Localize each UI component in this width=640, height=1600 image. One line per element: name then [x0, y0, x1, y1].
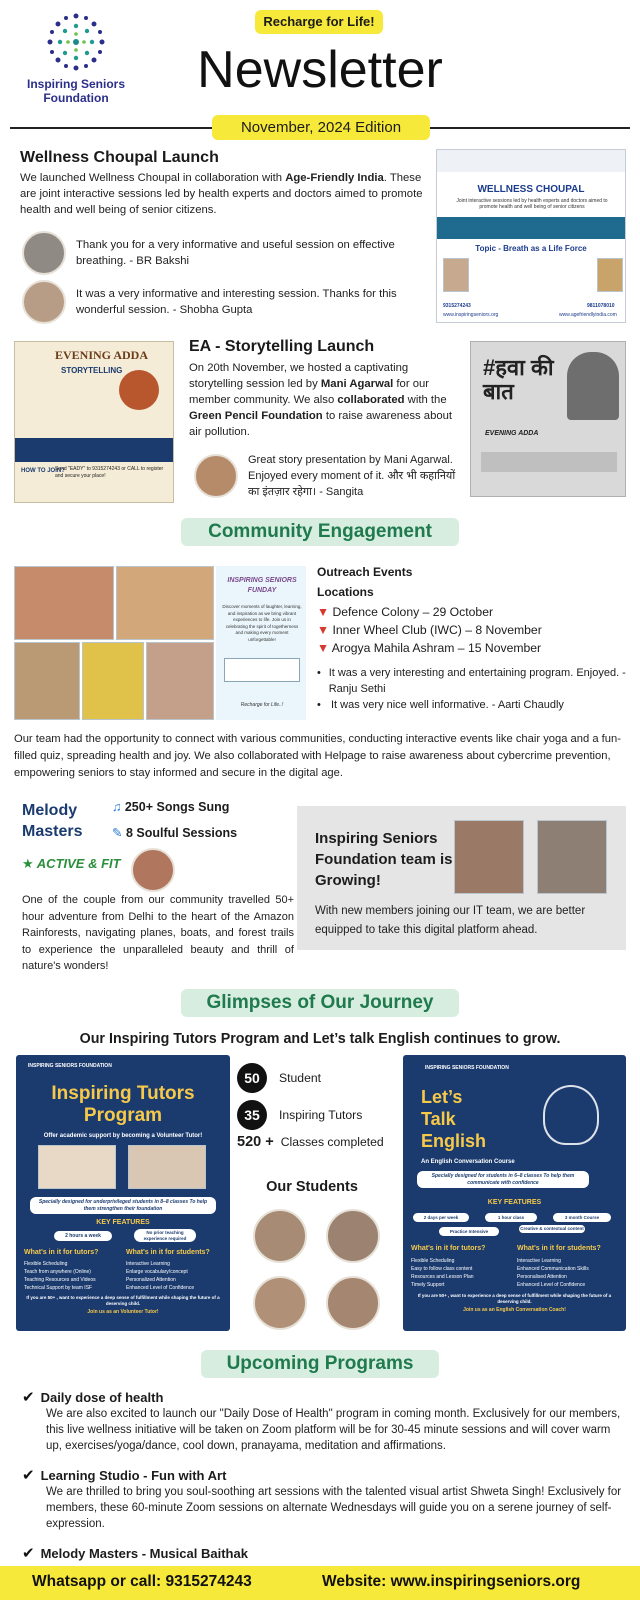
- tutors-student-item: Personalized Attention: [126, 1277, 176, 1283]
- avatar-shobha-gupta: [22, 280, 66, 324]
- funday-date-box: [224, 658, 300, 682]
- runner-icon: ★: [22, 856, 34, 871]
- upcoming-item-text: We are also excited to launch our "Daily Dose of Health" program in coming month. Exclusively for our members, this live wellness initiative will be taken on Zoom platform will be for 30-45 minute sessions and will cover warm up, exercises/yoga/dance, cool down, pranayama, meditation and affirmations.: [46, 1408, 621, 1452]
- journey-banner: Glimpses of Our Journey: [181, 989, 459, 1017]
- melody-stat-songs: [112, 800, 229, 814]
- team-text: With new members joining our IT team, we are better equipped to take this digital platform ahead.: [315, 905, 586, 936]
- poster-ea-cta: Send "EADY" to 9315274243 or CALL to register and secure your place!: [55, 466, 164, 479]
- funday-title: INSPIRING SENIORS FUNDAY: [227, 577, 297, 594]
- english-tag5: Creative & contextual content: [520, 1226, 584, 1231]
- english-item: Resources and Lesson Plan: [411, 1274, 474, 1280]
- poster-info-bar: [437, 217, 625, 239]
- tutors-title2: Program: [83, 1105, 163, 1126]
- poster-sub: Joint interactive sessions led by health experts and doctors aimed to promote health and well being of senior citizens: [456, 198, 608, 210]
- edition-badge: November, 2024 Edition: [212, 115, 430, 140]
- map-pin-icon: ▼: [317, 641, 330, 655]
- melody-logo-line2: Masters: [22, 823, 83, 840]
- upcoming-item-melody: [22, 1544, 628, 1562]
- stat-classes-label: Classes completed: [280, 1135, 384, 1149]
- stat-tutors: [237, 1100, 362, 1130]
- english-col1: What's in it for tutors?: [411, 1245, 486, 1252]
- team-card: [297, 806, 626, 950]
- stat-classes: [237, 1134, 384, 1150]
- tutors-item: Technical Support by team ISF: [24, 1285, 93, 1291]
- location-text: Arogya Mahila Ashram – 15 November: [331, 641, 542, 655]
- location-item: [317, 639, 627, 657]
- tutors-features: KEY FEATURES: [96, 1219, 150, 1226]
- tutors-footer: If you are 50+ , want to experience a deep sense of fulfillment while shaping the future of a deserving child.: [26, 1295, 220, 1306]
- tutors-student-item: Interactive Learning: [126, 1261, 170, 1267]
- poster-hindi-title: #हवा की बात: [483, 355, 554, 404]
- footer-contact[interactable]: Whatsapp or call: 9315274243: [32, 1573, 252, 1590]
- english-item: Easy to follow class content: [411, 1266, 473, 1272]
- org-name-line2: Foundation: [43, 91, 109, 105]
- wellness-intro: [20, 170, 432, 218]
- funday-photo-3: [14, 642, 80, 720]
- storytelling-paragraph: [189, 360, 461, 440]
- tutors-items-left: [24, 1260, 122, 1292]
- microphone-icon: ✎: [112, 826, 123, 840]
- location-text: Inner Wheel Club (IWC) – 8 November: [332, 623, 542, 637]
- english-tag3: 3 month Course: [553, 1213, 611, 1222]
- poster-girl-photo: [567, 352, 619, 420]
- poster-phone1: 9315274243: [443, 303, 471, 309]
- active-fit-text: ACTIVE & FIT: [36, 856, 121, 871]
- avatar-travel-couple: [131, 848, 175, 892]
- upcoming-item-header: [22, 1388, 628, 1406]
- music-note-icon: ♫: [112, 800, 122, 814]
- evening-adda-poster: [14, 341, 174, 503]
- tutors-join: Join us as an Volunteer Tutor!: [87, 1309, 159, 1315]
- quote-text: It was a very interesting and entertaining program. Enjoyed. - Ranju Sethi: [328, 667, 626, 695]
- our-students-title: Our Students: [266, 1179, 358, 1195]
- tutors-item: Flexible Scheduling: [24, 1261, 68, 1267]
- logo-mandala-icon: [28, 6, 124, 76]
- poster-info-strip: [481, 452, 617, 472]
- upcoming-item-title: Melody Masters - Musical Baithak: [40, 1545, 248, 1561]
- poster-topic: Topic - Breath as a Life Force: [475, 244, 587, 253]
- stat-tutors-label: Inspiring Tutors: [279, 1108, 363, 1122]
- poster-logo-strip: [437, 150, 625, 172]
- poster-ea-info: [15, 438, 173, 462]
- checkmark-icon: ✔: [22, 1389, 35, 1406]
- funday-text: Discover moments of laughter, learning, and inspiration as we bring vibrant experiences to life. Join us in celebrating the spirit of togetherness and making every moment unforgettable!: [222, 604, 302, 642]
- upcoming-item-header: [22, 1466, 628, 1484]
- tutors-title1: Inspiring Tutors: [51, 1083, 195, 1104]
- quote-text: It was very nice well informative. - Aarti Chaudly: [331, 699, 564, 711]
- active-fit-story: One of the couple from our community travelled 50+ hour adventure from Delhi to the heart of the Amazon Rainforests, navigating planes, boats, and forest trails to experience the unparalleled beauty and thrill of nature's wonders!: [22, 894, 294, 972]
- tutors-student-item: Enlarge vocabulary/concept: [126, 1269, 188, 1275]
- melody-logo-line1: Melody: [22, 802, 78, 819]
- tutors-col2: What's in it for students?: [126, 1249, 210, 1256]
- bullet-icon: •: [317, 699, 321, 711]
- storytelling-title: EA - Storytelling Launch: [189, 338, 375, 355]
- journey-subtitle: Our Inspiring Tutors Program and Let’s talk English continues to grow.: [79, 1031, 561, 1047]
- poster-phone2: 9811078010: [587, 303, 615, 309]
- map-pin-icon: ▼: [317, 605, 330, 619]
- tutors-tag2: No prior teaching experience required: [134, 1229, 196, 1242]
- english-bulb-icon: [543, 1085, 599, 1145]
- tutors-items-right: [126, 1260, 224, 1292]
- team-member-photo-2: [537, 820, 607, 894]
- english-item: Timely Support: [411, 1282, 445, 1288]
- tutors-student-item: Enhanced Level of Confidence: [126, 1285, 195, 1291]
- location-item: [317, 621, 627, 639]
- tutors-org: INSPIRING SENIORS FOUNDATION: [28, 1063, 112, 1069]
- story-bold-collab: collaborated: [337, 394, 405, 406]
- english-sub: An English Conversation Course: [421, 1159, 515, 1165]
- community-quotes: [317, 665, 627, 713]
- org-logo: [26, 6, 125, 105]
- english-banner: Specially designed for students in 6–8 classes To help them communicate with confidence: [417, 1171, 589, 1188]
- english-student-item: Interactive Learning: [517, 1258, 561, 1264]
- tutors-item: Teach from anywhere (Online): [24, 1269, 91, 1275]
- checkmark-icon: ✔: [22, 1545, 35, 1562]
- team-title: Inspiring Seniors Foundation team is Growing!: [315, 830, 453, 889]
- english-items-left: [411, 1257, 515, 1289]
- student-photo-4: [326, 1276, 380, 1330]
- funday-photo-1: [14, 566, 114, 640]
- quote-item: [317, 665, 627, 697]
- student-photo-3: [253, 1276, 307, 1330]
- poster-ea-heading: EVENING ADDA: [55, 348, 149, 362]
- english-student-item: Enhanced Level of Confidence: [517, 1282, 586, 1288]
- tutors-photo-2: [128, 1145, 206, 1189]
- poster-ea-label: EVENING ADDA: [485, 430, 539, 437]
- melody-stat-sessions: [112, 825, 237, 840]
- story-p2: for our member community. We also: [189, 378, 430, 406]
- student-photo-2: [326, 1209, 380, 1263]
- story-bold-gpf: Green Pencil Foundation: [189, 410, 323, 422]
- wellness-intro-end: . These are joint interactive sessions led by health experts and doctors aimed to promote health and well being of senior citizens.: [20, 172, 423, 216]
- location-text: Defence Colony – 29 October: [332, 605, 494, 619]
- english-footer: If you are 50+ , want to experience a deep sense of fulfillment while shaping the future of a deserving child.: [417, 1293, 612, 1304]
- hawa-ki-baat-poster: [470, 341, 626, 497]
- story-p1: On 20th November, we hosted a captivating storytelling session led by: [189, 362, 409, 390]
- poster-ea-sub: STORYTELLING: [61, 366, 123, 375]
- wellness-title: Wellness Choupal Launch: [20, 149, 219, 166]
- team-member-photo-1: [454, 820, 524, 894]
- stat-classes-value: 520 +: [237, 1134, 274, 1150]
- funday-tag: Recharge for Life..!: [240, 702, 284, 708]
- melody-stat1-text: 250+ Songs Sung: [124, 800, 230, 814]
- english-title3: English: [421, 1131, 487, 1151]
- testimonial-bakshi: Thank you for a very informative and useful session on effective breathing. - BR Bakshi: [76, 239, 395, 267]
- story-p4: to raise awareness about air pollution.: [189, 410, 453, 438]
- inspiring-tutors-poster: [16, 1055, 230, 1331]
- funday-collage: [14, 566, 306, 720]
- tutors-sub: Offer academic support by becoming a Volunteer Tutor!: [43, 1133, 203, 1139]
- poster-site2: www.agefriendlyindia.com: [559, 312, 617, 318]
- tutors-photo-1: [38, 1145, 116, 1189]
- poster-ea-howto: HOW TO JOIN?: [21, 468, 65, 474]
- avatar-br-bakshi: [22, 231, 66, 275]
- tutors-item: Teaching Resources and Videos: [24, 1277, 96, 1283]
- funday-card: [216, 566, 306, 720]
- upcoming-banner: Upcoming Programs: [201, 1350, 439, 1378]
- locations-list: [317, 603, 627, 657]
- english-student-item: Personalised Attention: [517, 1274, 567, 1280]
- tutors-tag1: 2 hours a week: [54, 1231, 112, 1241]
- funday-photo-2: [116, 566, 214, 640]
- footer-bar: [0, 1566, 640, 1600]
- stat-students-value: 50: [237, 1063, 267, 1093]
- avatar-sangita: [194, 454, 238, 498]
- english-tag2: 1 hour class: [485, 1213, 537, 1222]
- location-item: [317, 603, 627, 621]
- story-bold-mani: Mani Agarwal: [320, 378, 394, 390]
- upcoming-item-title: Learning Studio - Fun with Art: [40, 1467, 227, 1483]
- age-friendly-india-bold: Age-Friendly India: [285, 172, 384, 184]
- map-pin-icon: ▼: [317, 623, 330, 637]
- english-tag4: Practice Intensive: [439, 1227, 499, 1236]
- poster-heading: WELLNESS CHOUPAL: [477, 184, 585, 195]
- english-title1: Let’s: [421, 1087, 463, 1107]
- tutors-banner: Specially designed for underprivileged students in 8–8 classes To help them strengthen their foundation: [30, 1197, 216, 1214]
- bullet-icon: •: [317, 667, 321, 679]
- upcoming-item-title: Daily dose of health: [40, 1389, 164, 1405]
- english-student-item: Enhanced Communication Skills: [517, 1266, 589, 1272]
- stat-students: [237, 1063, 321, 1093]
- story-p3: with the: [404, 394, 447, 406]
- english-col2: What's in it for students?: [517, 1245, 601, 1252]
- funday-photo-4: [82, 642, 144, 720]
- upcoming-item-art: [22, 1466, 628, 1532]
- english-org: INSPIRING SENIORS FOUNDATION: [425, 1065, 509, 1071]
- quote-item: [317, 697, 627, 713]
- upcoming-item-text: We are thrilled to bring you soul-soothing art sessions with the talented visual artist Shweta Singh! Exclusively for members, these 60-minute Zoom sessions on alternate Wednesdays will guide you on a serene journey of self-expression.: [46, 1486, 622, 1530]
- english-features: KEY FEATURES: [487, 1199, 542, 1206]
- community-paragraph: Our team had the opportunity to connect with various communities, conducting interactive events like chair yoga and a fun-filled quiz, spreading health and joy. We also collaborated with Helpage to raise awareness about cybercrime prevention, empowering seniors to stay informed and secure in the digital age.: [14, 733, 621, 779]
- funday-photo-5: [146, 642, 214, 720]
- checkmark-icon: ✔: [22, 1467, 35, 1484]
- upcoming-item-health: [22, 1388, 628, 1454]
- org-name-line1: Inspiring Seniors: [26, 77, 125, 91]
- stat-tutors-value: 35: [237, 1100, 267, 1130]
- outreach-title: Outreach Events: [317, 565, 413, 579]
- poster-ea-photo: [119, 370, 159, 410]
- page-title: Newsletter: [197, 41, 443, 99]
- footer-website-link[interactable]: Website: www.inspiringseniors.org: [322, 1573, 581, 1590]
- melody-masters-logo: [22, 800, 82, 842]
- testimonial-gupta: It was a very informative and interesting session. Thanks for this wonderful session. - Shobha Gupta: [76, 288, 397, 316]
- english-join: Join us as an English Conversation Coach!: [463, 1307, 566, 1313]
- wellness-choupal-poster: [436, 149, 626, 323]
- community-banner: Community Engagement: [181, 518, 459, 546]
- locations-title: Locations: [317, 585, 374, 599]
- english-items-right: [517, 1257, 621, 1289]
- student-photo-1: [253, 1209, 307, 1263]
- stat-students-label: Student: [279, 1071, 322, 1085]
- upcoming-item-header: [22, 1544, 628, 1562]
- english-item: Flexible Scheduling: [411, 1258, 455, 1264]
- poster-expert-photo: [443, 258, 469, 292]
- english-title2: Talk: [421, 1109, 456, 1129]
- english-tag1: 2 days per week: [413, 1213, 469, 1222]
- wellness-intro-text: We launched Wellness Choupal in collaboration with: [20, 172, 286, 184]
- lets-talk-english-poster: [403, 1055, 626, 1331]
- tutors-col1: What's in it for tutors?: [24, 1249, 99, 1256]
- melody-stat2-text: 8 Soulful Sessions: [125, 826, 238, 840]
- poster-site1: www.inspiringseniors.org: [443, 312, 499, 318]
- testimonial-sangita: Great story presentation by Mani Agarwal. Enjoyed every moment of it. और भी कहानियों का इंतज़ार रहेगा। - Sangita: [248, 454, 456, 498]
- tagline-badge: Recharge for Life!: [255, 10, 383, 34]
- poster-moderator-photo: [597, 258, 623, 292]
- active-fit-logo: [22, 856, 121, 872]
